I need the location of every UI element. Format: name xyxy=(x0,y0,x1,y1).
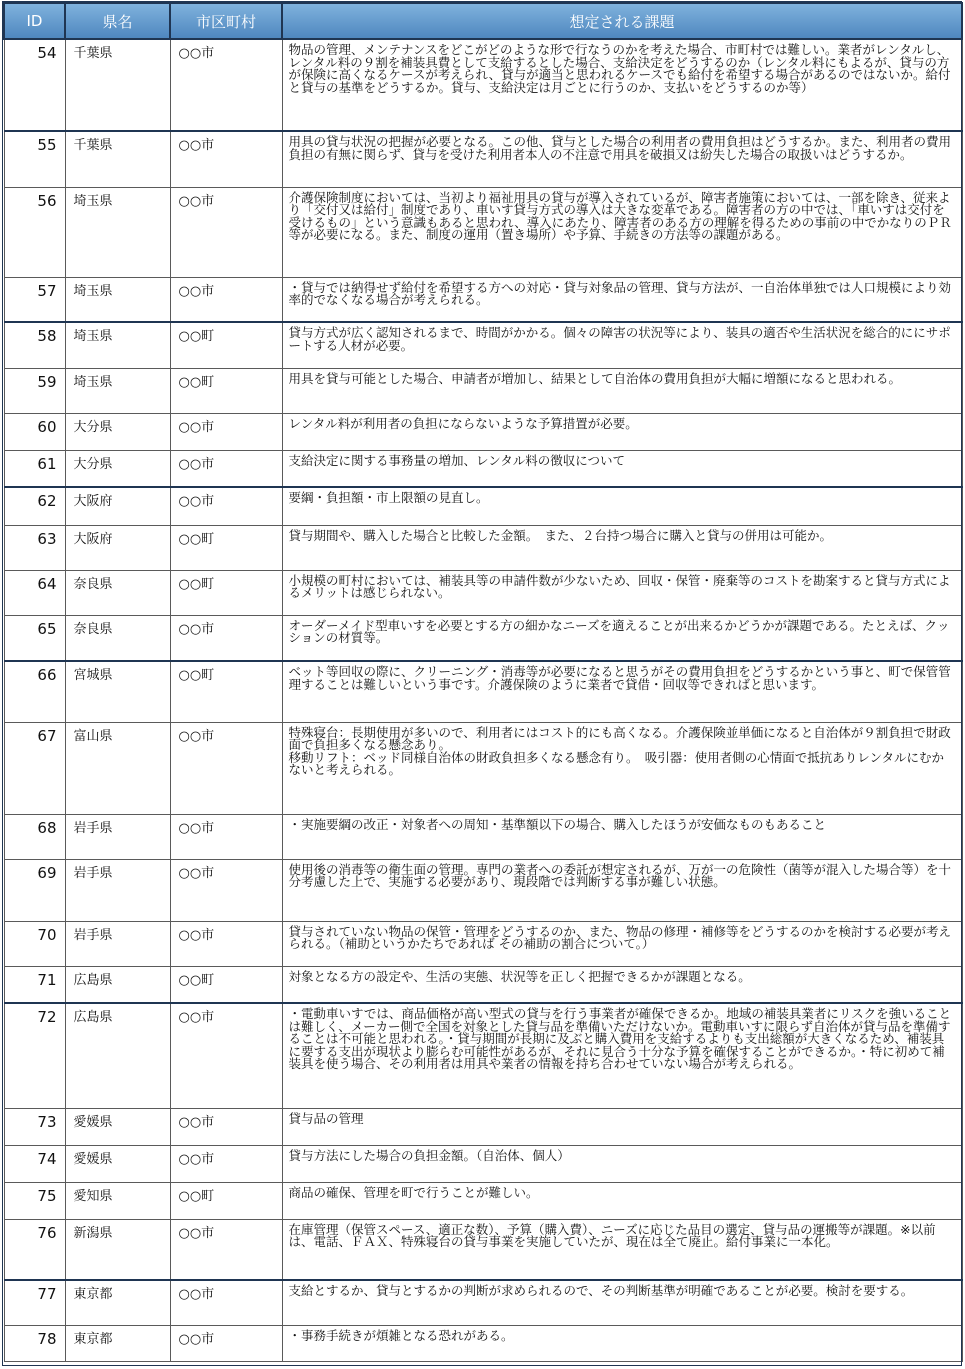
row-prefecture: 東京都 xyxy=(65,1280,170,1325)
row-municipality: ○○市 xyxy=(170,131,282,187)
table-row xyxy=(4,921,962,966)
row-issue: 貸与期間や、購入した場合と比較した金額。 また、２台持つ場合に購入と貸与の併用は可能か。 xyxy=(282,525,962,570)
row-prefecture: 広島県 xyxy=(65,1003,170,1108)
row-id: 59 xyxy=(4,368,65,413)
table-body xyxy=(4,39,962,1361)
row-municipality: ○○町 xyxy=(170,525,282,570)
table-row xyxy=(4,277,962,322)
row-issue: 特殊寝台：長期使用が多いので、利用者にはコスト的にも高くなる。介護保険並単価になると自治体が９割負担で財政面で負担多くなる懸念あり。 移動リフト：ベッド同様自治体の財政負担多くなる懸念有り。 吸引器：使用者側の心情面で抵抗ありレンタルにむかないと考えられる。 xyxy=(282,722,962,814)
row-issue: 物品の管理、メンテナンスをどこがどのような形で行なうのかを考えた場合、市町村では難しい。業者がレンタルし、レンタル料の９割を補装具費として支給するとした場合、支給決定をどうするのか（レンタル料にもよるが、貸与の方が保険に高くなるケースが考えられ、貸与が適当と思われるケースでも給付を希望する場合があるのではないか。給付と貸与の基準をどうするか。貸与、支給決定は月ごとに行うのか、支払いをどうするのか等） xyxy=(282,39,962,131)
table-row xyxy=(4,39,962,131)
row-id: 57 xyxy=(4,277,65,322)
row-prefecture: 奈良県 xyxy=(65,570,170,615)
row-id: 68 xyxy=(4,814,65,859)
row-prefecture: 埼玉県 xyxy=(65,277,170,322)
row-id: 77 xyxy=(4,1280,65,1325)
row-id: 63 xyxy=(4,525,65,570)
header-row xyxy=(4,3,962,39)
row-id: 75 xyxy=(4,1182,65,1219)
table-row xyxy=(4,615,962,661)
row-municipality: ○○市 xyxy=(170,413,282,450)
table-row xyxy=(4,1145,962,1182)
row-prefecture: 大阪府 xyxy=(65,487,170,525)
row-prefecture: 埼玉県 xyxy=(65,368,170,413)
row-issue: 支給決定に関する事務量の増加、レンタル料の徴収について xyxy=(282,450,962,487)
table-row xyxy=(4,1182,962,1219)
row-municipality: ○○市 xyxy=(170,450,282,487)
header-prefecture: 県名 xyxy=(65,3,170,39)
row-municipality: ○○市 xyxy=(170,1325,282,1361)
row-id: 71 xyxy=(4,966,65,1003)
table-row xyxy=(4,322,962,368)
row-id: 69 xyxy=(4,859,65,921)
row-id: 72 xyxy=(4,1003,65,1108)
row-municipality: ○○町 xyxy=(170,570,282,615)
table-row xyxy=(4,859,962,921)
row-municipality: ○○町 xyxy=(170,966,282,1003)
row-municipality: ○○市 xyxy=(170,814,282,859)
row-id: 61 xyxy=(4,450,65,487)
row-municipality: ○○市 xyxy=(170,722,282,814)
header-issue: 想定される課題 xyxy=(282,3,962,39)
row-municipality: ○○市 xyxy=(170,1003,282,1108)
table-row xyxy=(4,1219,962,1280)
row-id: 64 xyxy=(4,570,65,615)
row-prefecture: 新潟県 xyxy=(65,1219,170,1280)
row-municipality: ○○市 xyxy=(170,859,282,921)
row-prefecture: 千葉県 xyxy=(65,131,170,187)
row-municipality: ○○市 xyxy=(170,1219,282,1280)
row-prefecture: 岩手県 xyxy=(65,814,170,859)
row-prefecture: 埼玉県 xyxy=(65,322,170,368)
header-municipality: 市区町村 xyxy=(170,3,282,39)
row-prefecture: 東京都 xyxy=(65,1325,170,1361)
row-prefecture: 岩手県 xyxy=(65,921,170,966)
table-row xyxy=(4,1003,962,1108)
row-issue: 貸与方法にした場合の負担金額。（自治体、個人） xyxy=(282,1145,962,1182)
row-municipality: ○○市 xyxy=(170,487,282,525)
row-issue: 用具の貸与状況の把握が必要となる。この他、貸与とした場合の利用者の費用負担はどうするか。また、利用者の費用負担の有無に関らず、貸与を受けた利用者本人の不注意で用具を破損又は紛失した場合の取扱いはどうするか。 xyxy=(282,131,962,187)
row-id: 74 xyxy=(4,1145,65,1182)
table-row xyxy=(4,966,962,1003)
row-issue: 小規模の町村においては、補装具等の申請件数が少ないため、回収・保管・廃棄等のコストを勘案すると貸与方式によるメリットは感じられない。 xyxy=(282,570,962,615)
row-prefecture: 愛知県 xyxy=(65,1182,170,1219)
row-issue: 用具を貸与可能とした場合、申請者が増加し、結果として自治体の費用負担が大幅に増額になると思われる。 xyxy=(282,368,962,413)
row-id: 62 xyxy=(4,487,65,525)
row-municipality: ○○市 xyxy=(170,1280,282,1325)
table-row xyxy=(4,525,962,570)
row-municipality: ○○市 xyxy=(170,921,282,966)
row-municipality: ○○市 xyxy=(170,1108,282,1145)
row-issue: 介護保険制度においては、当初より福祉用具の貸与が導入されているが、障害者施策においては、一部を除き、従来より「交付又は給付」制度であり、車いす貸与方式の導入は大きな変革である。障害者の方の中では、「車いすは交付を受けるもの」という意識もあると思われ、導入にあたり、障害者のある方の理解を得るための事前の中でかなりのＰＲ等が必要になる。また、制度の運用（置き場所）や予算、手続きの方法等の課題がある。 xyxy=(282,187,962,277)
table-row xyxy=(4,661,962,722)
row-issue: 貸与方式が広く認知されるまで、時間がかかる。個々の障害の状況等により、装具の適否や生活状況を総合的ににサポートする人材が必要。 xyxy=(282,322,962,368)
row-municipality: ○○町 xyxy=(170,368,282,413)
row-municipality: ○○町 xyxy=(170,1182,282,1219)
row-prefecture: 愛媛県 xyxy=(65,1108,170,1145)
row-issue: ・貸与では納得せず給付を希望する方への対応・貸与対象品の管理、貸与方法が、一自治体単独では人口規模により効率的でなくなる場合が考えられる。 xyxy=(282,277,962,322)
table-row xyxy=(4,1280,962,1325)
row-municipality: ○○市 xyxy=(170,615,282,661)
row-issue: オーダーメイド型車いすを必要とする方の細かなニーズを適えることが出来るかどうかが課題である。たとえば、クッションの材質等。 xyxy=(282,615,962,661)
row-id: 56 xyxy=(4,187,65,277)
table-row xyxy=(4,450,962,487)
row-issue: 支給とするか、貸与とするかの判断が求められるので、その判断基準が明確であることが必要。検討を要する。 xyxy=(282,1280,962,1325)
table-row xyxy=(4,131,962,187)
row-prefecture: 千葉県 xyxy=(65,39,170,131)
row-issue: 貸与品の管理 xyxy=(282,1108,962,1145)
row-issue: ・実施要綱の改正・対象者への周知・基準額以下の場合、購入したほうが安価なものもあること xyxy=(282,814,962,859)
row-id: 73 xyxy=(4,1108,65,1145)
issues-table-container xyxy=(3,2,961,1362)
table-row xyxy=(4,487,962,525)
row-prefecture: 奈良県 xyxy=(65,615,170,661)
row-prefecture: 大分県 xyxy=(65,413,170,450)
row-id: 58 xyxy=(4,322,65,368)
row-id: 70 xyxy=(4,921,65,966)
row-municipality: ○○市 xyxy=(170,1145,282,1182)
row-id: 60 xyxy=(4,413,65,450)
row-prefecture: 広島県 xyxy=(65,966,170,1003)
row-prefecture: 埼玉県 xyxy=(65,187,170,277)
row-prefecture: 大分県 xyxy=(65,450,170,487)
row-prefecture: 富山県 xyxy=(65,722,170,814)
table-row xyxy=(4,814,962,859)
table-row xyxy=(4,1108,962,1145)
row-prefecture: 愛媛県 xyxy=(65,1145,170,1182)
row-municipality: ○○市 xyxy=(170,39,282,131)
row-issue: 使用後の消毒等の衛生面の管理。専門の業者への委託が想定されるが、万が一の危険性（菌等が混入した場合等）を十分考慮した上で、実施する必要があり、現段階では判断する事が難しい状態。 xyxy=(282,859,962,921)
row-issue: レンタル料が利用者の負担にならないような予算措置が必要。 xyxy=(282,413,962,450)
header-id: ID xyxy=(4,3,65,39)
table-row xyxy=(4,187,962,277)
table-row xyxy=(4,413,962,450)
row-issue: 対象となる方の設定や、生活の実態、状況等を正しく把握できるかが課題となる。 xyxy=(282,966,962,1003)
row-municipality: ○○町 xyxy=(170,661,282,722)
row-issue: 貸与されていない物品の保管・管理をどうするのか、また、物品の修理・補修等をどうするのかを検討する必要が考えられる。（補助というかたちであれば その補助の割合について。） xyxy=(282,921,962,966)
row-municipality: ○○市 xyxy=(170,277,282,322)
row-prefecture: 大阪府 xyxy=(65,525,170,570)
row-issue: 要綱・負担額・市上限額の見直し。 xyxy=(282,487,962,525)
row-issue: ・事務手続きが煩雑となる恐れがある。 xyxy=(282,1325,962,1361)
issues-table xyxy=(3,2,963,1362)
row-id: 54 xyxy=(4,39,65,131)
row-prefecture: 宮城県 xyxy=(65,661,170,722)
table-row xyxy=(4,570,962,615)
row-id: 66 xyxy=(4,661,65,722)
row-municipality: ○○市 xyxy=(170,187,282,277)
row-issue: ・電動車いすでは、商品価格が高い型式の貸与を行う事業者が確保できるか。地域の補装具業者にリスクを強いることは難しく、メーカー側で全国を対象とした貸与品を準備いただけないか。電動車いすに限らず自治体が貸与品を準備することは不可能と思われる。・貸与期間が長期に及ぶと購入費用を支給するよりも支出総額が大きくなるため、補装具に要する支出が現状より膨らむ可能性があるが、それに見合う十分な予算を確保することができるか。・特に初めて補装具を使う場合、その利用者は用具や業者の情報を持ち合わせていない場合が考えられる。 xyxy=(282,1003,962,1108)
row-id: 55 xyxy=(4,131,65,187)
table-row xyxy=(4,368,962,413)
row-id: 65 xyxy=(4,615,65,661)
row-prefecture: 岩手県 xyxy=(65,859,170,921)
row-id: 76 xyxy=(4,1219,65,1280)
row-issue: 在庫管理（保管スペース、適正な数）、予算（購入費）、ニーズに応じた品目の選定、貸与品の運搬等が課題。※以前は、電話、ＦＡＸ、特殊寝台の貸与事業を実施していたが、現在は全て廃止。給付事業に一本化。 xyxy=(282,1219,962,1280)
row-id: 67 xyxy=(4,722,65,814)
row-issue: ベット等回収の際に、クリーニング・消毒等が必要になると思うがその費用負担をどうするかという事と、町で保管管理することは難しいという事です。介護保険のように業者で貸借・回収等できればと思います。 xyxy=(282,661,962,722)
table-row xyxy=(4,722,962,814)
row-issue: 商品の確保、管理を町で行うことが難しい。 xyxy=(282,1182,962,1219)
row-id: 78 xyxy=(4,1325,65,1361)
table-row xyxy=(4,1325,962,1361)
row-municipality: ○○町 xyxy=(170,322,282,368)
